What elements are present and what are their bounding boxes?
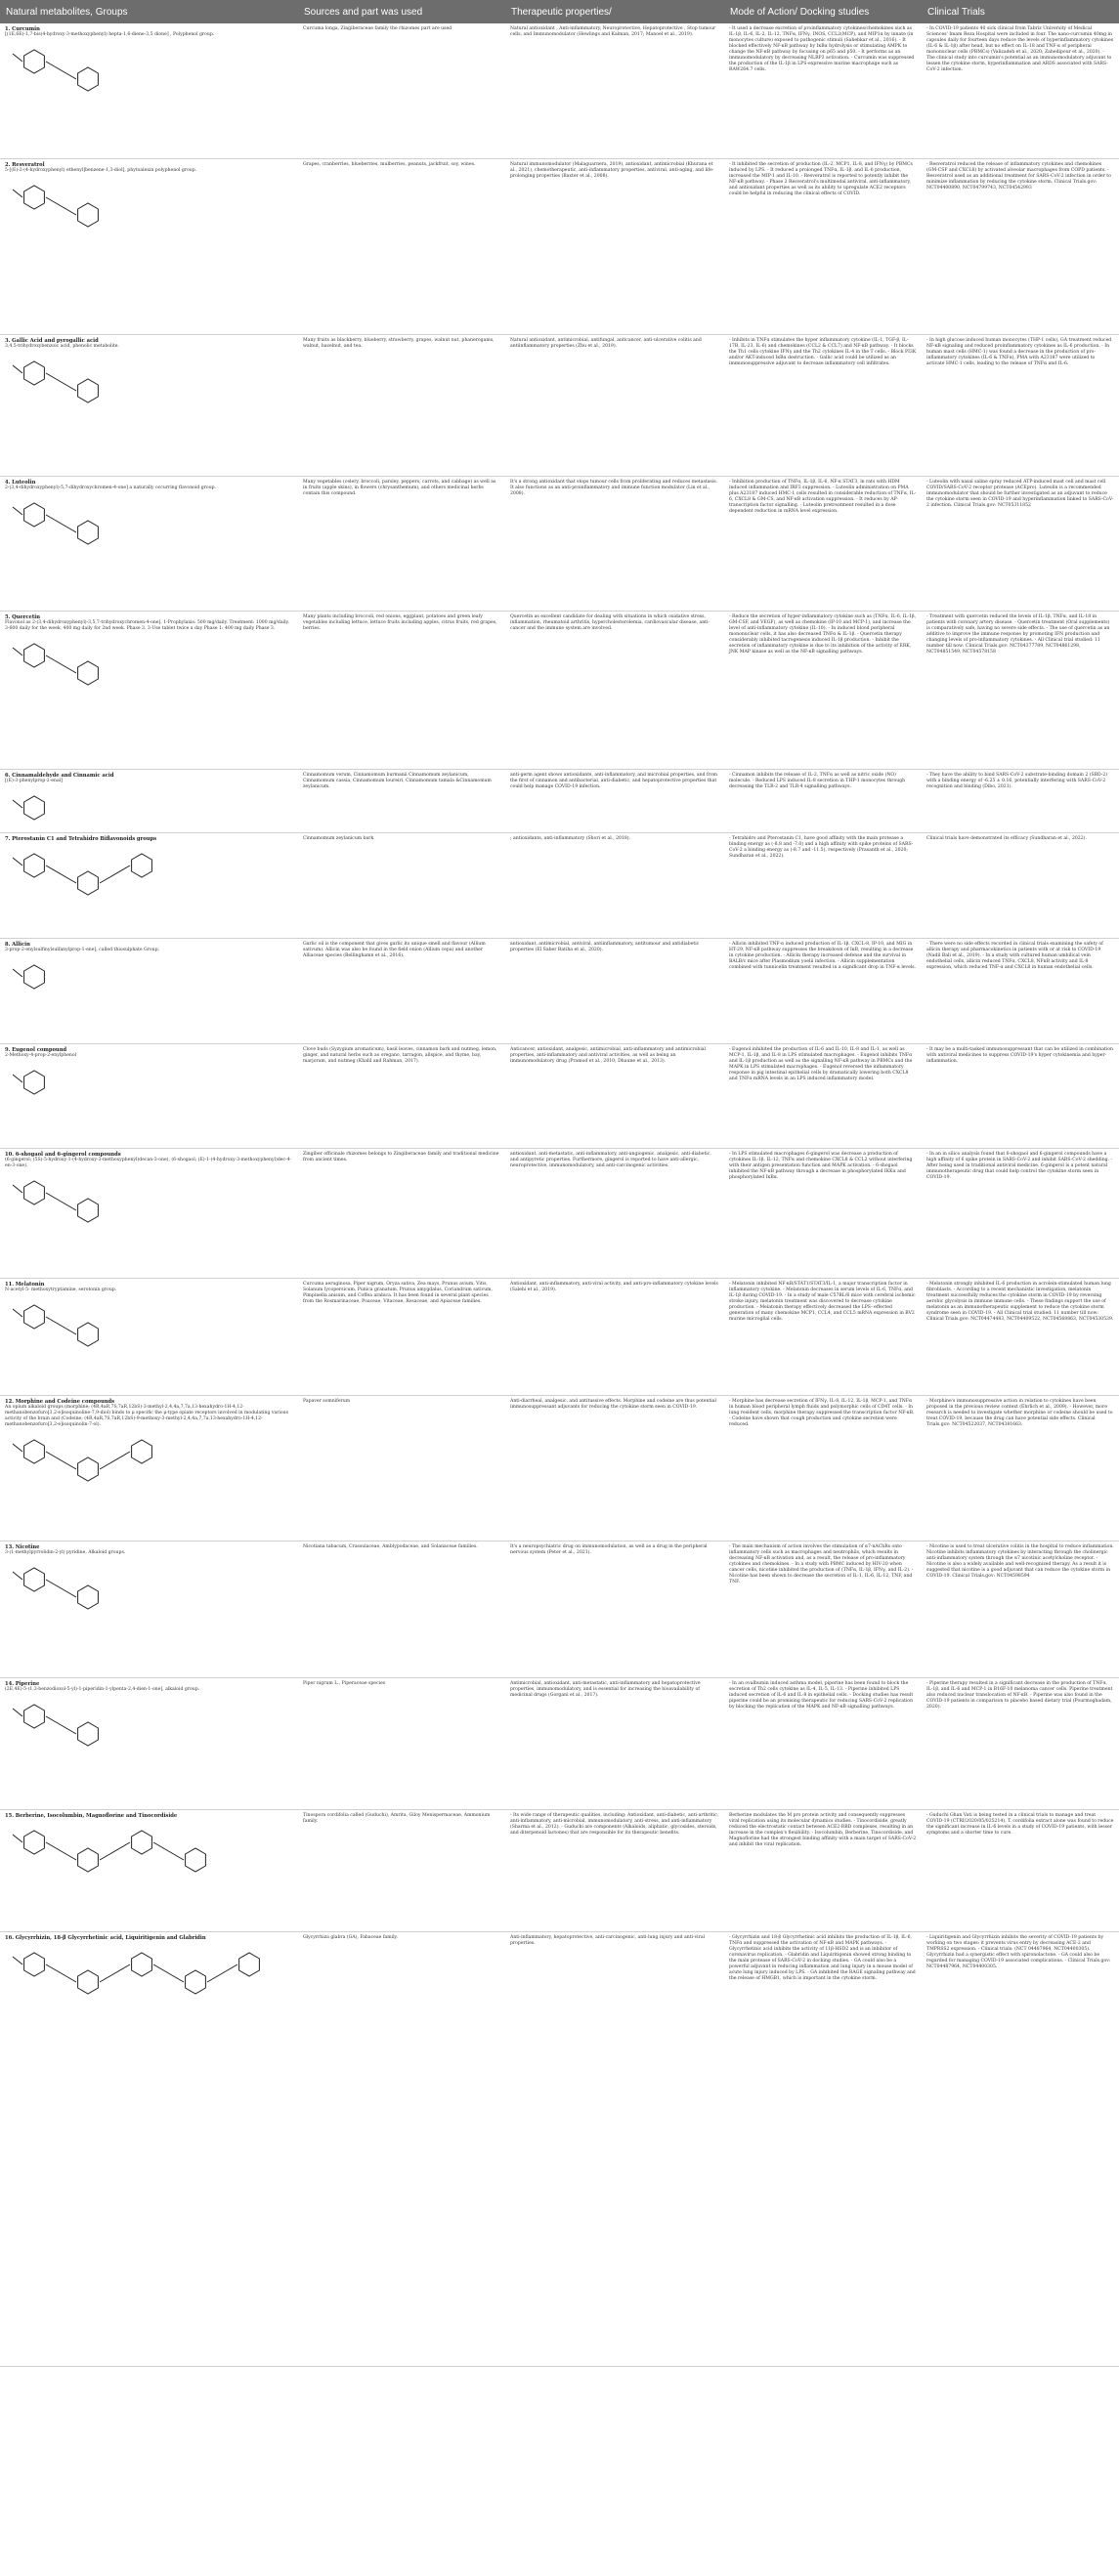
cell-sources: Many vegetables (celery, broccoli, parsley, peppers, carrots, and cabbage) as well as in fruits (apple skins), in flowers (chrysanthemum), and others medicinal herbs contain this compound.: [298, 476, 505, 611]
metabolite-name: Piperine: [15, 1680, 40, 1687]
cell-mode-of-action: - Inhibition production of TNFα, IL-1β, IL-6, NF-κ STAT3, in rats with HDM induced inflammation and IRF3 suppression. - Luteolin administration on PMA plus A23187 induced HMC-1 cells resulted in considerable reduction of TNFα, IL-6, CXCL8 & GM-CS, and NF-κB activation suppression. - It reduces by AP-transcription factor signalling. - Luteolin pretreatment resulted in a dose dependent reduction in mRNA level expression.: [724, 476, 922, 611]
table-row: [0, 1677, 1119, 1809]
chemical-structure-image: [5, 846, 293, 912]
metabolite-number: 15.: [5, 1812, 15, 1819]
cell-mode-of-action: - Inhibits in TNFα stimulates the hyper inflammatory cytokine (IL-1, TGF-β, IL-17B, IL-23, IL-6) and chemokines (CCL2 & CCL7) and NF-κB pathway. - It blocks the Th1 cells cytokine IFNγ and the Th2 cytokines IL-4 in the T cells. - Block PI3K and/or AKT-induced IκBα destruction. - Gallic acid could be utilized as an immunosuppressive adjuvant to decrease inflammatory cell infiltrates.: [724, 334, 922, 476]
cell-therapeutic: Anti-inflammatory, hepatoprotective, anti-carcinogenic, anti-lung injury and anti-viral properties.: [505, 1931, 724, 2366]
cell-sources: Garlic oil is the component that gives garlic its unique smell and flavour (Allium sativum). Allicin was also be found in the field onion (Allium cepa) and another Alliaceae species (Bellinghamn et al., 2016).: [298, 938, 505, 1043]
metabolite-name: 6-shogaol and 6-gingerol compounds: [15, 1151, 121, 1158]
metabolite-name: Eugenol compound: [12, 1046, 67, 1053]
table-row: [0, 769, 1119, 832]
cell-clinical-trials: - Resveratrol reduced the release of inflammatory cytokines and chemokines (GM-CSF and CXCL8) by activated alveolar macrophages from COPD patients. - Resveratrol used as an additional treatment for SARS-CoV-2 infection in order to minimize inflammation by reducing the cytokine storm. Clinical Trials.gov: NCT04400890, NCT04799743, NCT04542993: [922, 158, 1119, 334]
chemical-structure-image: [5, 1823, 293, 1906]
metabolite-number: 12.: [5, 1398, 15, 1405]
cell-metabolite: [0, 23, 298, 158]
cell-mode-of-action: - It used a decrease excretion of proinflammatory cytokines/chemokines such as IL-1β, IL-6, IL-2, IL-12, TNFα, IFNγ, INOS, CCL2(MCP), and MIP1α by innate (in monocytes culture) exposed to pathogenic stimuli (Sahebkar et al., 2016). - It blocked effectively NF-κB pathway by IκBα hydrolysis or stimulating AMPK to change the NF-κB pathway by focusing on p65 and p50. - It performs as an immunomodulatory by decreasing NLRP3 activation. - Curcumin was suppressed the production of the IL-1β in LPS-expressive murine macrophage such as RAW264.7 cells.: [724, 23, 922, 158]
chemical-structure-image: [5, 495, 293, 591]
cell-metabolite: [0, 611, 298, 769]
table-header: [0, 0, 1119, 23]
cell-mode-of-action: Berberine modulates the M pro protein activity and consequently suppresses viral replication using its molecular dynamics studies. - Tinocordiside, greatly reduced the electrostatic contact between ACE2-RBD complexes, resulting in an increase in the complex's flexibility. - Isocolumbin, Berberine, Tinocordiside, and Magnoflorine had the strongest binding affinity with a main target of SARS-CoV-2 and inhibit the viral replication.: [724, 1809, 922, 1931]
cell-metabolite: [0, 1043, 298, 1148]
cell-therapeutic: Antioxidant, anti-inflammatory, anti-viral activity, and anti-pro-inflammatory cytokine levels (Salehi et al., 2019).: [505, 1278, 724, 1395]
metabolite-formula: 3-(1-methylpyrrolidin-2-yl) pyridine, Alkaloid groups.: [5, 1549, 126, 1555]
metabolite-number: 8.: [5, 941, 11, 948]
cell-therapeutic: - Its wide range of therapeutic qualities, including: Antioxidant, anti-diabetic, anti-arthritic, anti-inflammatory, anti-microbial, immunomodulatory, anti-stress, and anti-inflammatory (Sharma et al., 2012). - Guduchi are components (Alkaloids, aliphatic, glycosides, steroids, and diterpenoid lactones) that are responsible for its therapeutic benefits.: [505, 1809, 724, 1931]
table-row: [0, 1809, 1119, 1931]
cell-mode-of-action: - Allicin inhibited TNF-α induced production of IL-1β, CXCL-8, IP-10, and MIG in HT-29, NF-κB pathway suppresses the breakdown of IκB, resulting in a decrease in cytokine production. - Allicin therapy increased defense and the survival in BALB/c mice after Plasmodium yoelii infection. - Allicin supplementation combined with tunnicelin treatment resulted in a significant drop in TNF-α levels.: [724, 938, 922, 1043]
table-row: [0, 938, 1119, 1043]
cell-mode-of-action: - Melatonin inhibited NF-κB/STAT1/STAT3/IL-1, a major transcription factor in inflammatory cytokine. - Melatonin decreases in serum levels of IL-6, TNFα, and IL-1β during COVID-19. - In a study of male C57BL/6 mice with cerebral ischemic stroke injury, melatonin treatment was discovered to decrease cytokine production. - Melatonin therapy effectively decreased the LPS- effected generation of many chemokine MCP1, CCL4, and CCL5 mRNA expression in BV2 murine microglial cells.: [724, 1278, 922, 1395]
cell-mode-of-action: - In an ovalbumin induced asthma model, piperine has been found to block the secretion of Th2 cells cytokine as IL-4, IL-5, IL-13. - Piperine inhibited LPS induced secretion of IL-6 and IL-8 in epithelial cells. - Docking studies has result piperine could be an promising therapeutic for reducing SARS-CoV-2 replication by blocking the replication of the MAPK and NF-κB signalling pathways.: [724, 1677, 922, 1809]
chemical-structure-image: [5, 354, 293, 456]
cell-sources: Cinnamomum zeylanicum bark: [298, 832, 505, 938]
cell-metabolite: [0, 158, 298, 334]
metabolite-number: 7.: [5, 835, 11, 842]
cell-clinical-trials: - Nicotine is used to treat ulcerative colitis in the hospital to reduce inflammation. Nicotine inhibits inflammatory cytokines by interacting through the cholinergic anti-inflammatory system through the α7 nicotinic acetylcholine receptor. - Nicotine is also a widely available and well-recognized therapy. As a result it is suggested that nicotine is a good adjuvant that can reduce the cytokine storm in COVID-19. Clinical Trials.gov: NCT04598594: [922, 1541, 1119, 1677]
table-row: [0, 1043, 1119, 1148]
table-row: [0, 334, 1119, 476]
chemical-structure-image: [5, 1173, 293, 1264]
metabolite-name: Curcumin: [12, 26, 40, 32]
cell-clinical-trials: - Piperine therapy resulted in a significant decrease in the production of TNFα, IL-1β, and IL-6 and MCP-1 in B16F-10 melanoma cancer cells. Piperine treatment also reduced nuclear translocation of NF-κB. - Piperine was also found in the COVID-19 patients in comparison to placebo based dietary trial (Pourmoghadam, 2020).: [922, 1677, 1119, 1809]
cell-metabolite: [0, 1677, 298, 1809]
cell-metabolite: [0, 769, 298, 832]
cell-clinical-trials: - There were no side effects recorded in clinical trials examining the safety of allicin therapy and pharmacokinetics in patients with or at risk to COVID-19 (Nadil Bali et al., 2019). - In a study with cultured human umbilical vein endothelial cells, allicin reduced TNFα, CXCL8, NFκB activity and IL-8 expression, which reduced TNF-α and CXCL8 in human endothelial cells.: [922, 938, 1119, 1043]
cell-sources: Many fruits as blackberry, blueberry, strawberry, grapes, walnut nut, phanerogams, walnut, hazelnut, and tea.: [298, 334, 505, 476]
table-row: [0, 158, 1119, 334]
metabolite-number: 9.: [5, 1046, 11, 1053]
cell-therapeutic: anti-germ agent shows antioxidants, anti-inflammatory, and microbial properties, and from the first of cinnamon and antibacterial, anti-diabetic, and hepatoprotective properties that could help manage COVID-19 infection.: [505, 769, 724, 832]
cell-mode-of-action: - Eugenol inhibited the production of IL-6 and IL-10, IL-8 and IL-1, as well as MCP-1, IL-1β, and IL-8 in LPS stimulated macrophages. - Eugenol inhibits TNFα and IL-1β production as well as the signalling NF-κB pathway in PBMCs and the MAPK in LPS stimulated macrophages. - Eugenol reversed the inflammatory response in pig intestinal epithelial cells by dramatically lowering both CXCL8 and TNFα mRNA levels in an LPS induced inflammatory model.: [724, 1043, 922, 1148]
header-mode-of-action: Mode of Action/ Docking studies: [724, 0, 922, 23]
chemical-structure-image: [5, 636, 293, 743]
chemical-structure-image: [5, 1063, 293, 1128]
cell-sources: Papaver somniferum: [298, 1395, 505, 1541]
metabolite-name: Resveratrol: [12, 161, 45, 168]
cell-clinical-trials: - They have the ability to bind SARS-CoV-2 substrate-binding domain 2 (SBD-2) with a binding energy of -6.25 ± 0.16, potentially interfering with SARS-CoV-2 recognition and binding (Dibo, 2021).: [922, 769, 1119, 832]
chemical-structure-image: [5, 788, 293, 827]
metabolite-name: Melatonin: [15, 1281, 45, 1288]
metabolite-name: Cinnamaldehyde and Cinnamic acid: [12, 772, 114, 779]
cell-therapeutic: It's a strong antioxidant that stops tumour cells from proliferating and reduces metastasis. It also functions as an anti-proinflammatory and immune function modulator (Lin et al., 2008).: [505, 476, 724, 611]
table-row: [0, 832, 1119, 938]
metabolite-name: Quercetin: [12, 613, 40, 620]
chemical-structure-image: [5, 1297, 293, 1375]
cell-therapeutic: Anticancer, antioxidant, analgesic, antimicrobial, anti-inflammatory and antimicrobial properties, anti-inflammatory and antiviral activities, as well as being an immunomodulatory drug (Pramod et al., 2010; Dhaune et al., 2013).: [505, 1043, 724, 1148]
metabolite-name: Nicotine: [15, 1543, 40, 1550]
metabolite-formula: 5-[(E)-2-(4-hydroxyphenyl) ethenyl]benzene-1,3-diol], phytoalexin polyphenol group.: [5, 167, 197, 173]
metabolite-number: 5.: [5, 613, 11, 620]
cell-clinical-trials: - Treatment with quercetin reduced the levels of IL-1β, TNFα, and IL-18 in patients with coronary artery disease. - Quercetin treatment (Oral supplements) is comparatively safe, having no severe side effects. - The use of quercetin as an additive to improve the immune response by promoting IFN production and changing levels of pro-inflammatory cytokines. - All Clinical trial studied: 11 number till now: Clinical Trials.gov: NCT04377789, NCT04861298, NCT04851549, NCT04578158: [922, 611, 1119, 769]
cell-metabolite: [0, 938, 298, 1043]
metabolite-formula: (6-gingerol; (5S)-5-hydroxy-1-(4-hydroxy-3-methoxyphenyl)decan-3-one), (6-shogaol; (E)-1-(4-hydroxy-3-methoxyphenyl)dec-4-en-3-one).: [5, 1157, 292, 1168]
metabolite-formula: 2-Methoxy-4-prop-2-enylphenol: [5, 1052, 77, 1058]
table-row: [0, 1148, 1119, 1278]
cell-therapeutic: Natural immunomodulator (Malaguarnera, 2019), antioxidant, antimicrobial (Khurana et al., 2021), chemotherapeutic, anti-inflammatory properties, antiviral, anti-aging, and life-prolonging properties (Baxter et al., 2008).: [505, 158, 724, 334]
cell-sources: Piper nigrum L., Piperaceae species: [298, 1677, 505, 1809]
chemical-structure-image: [5, 1560, 293, 1658]
metabolite-formula: [(E)-3-phenylprop-2-enal]: [5, 778, 63, 783]
cell-mode-of-action: - Glycyrrhizin and 18-β Glycyrrhetinic acid inhibits the production of IL-1β, IL-6, TNFα and suppressed the activation of NF-κB and MAPK pathways. - Glycyrrhetinic acid inhibits the activity of 11β-HSD2 and is an inhibitor of coronavirus replication. - Glabridin and Liquiritigenin showed strong binding to the main protease of SARS-CoV-2 in docking studies. - GA could also be a powerful adjuvant in reducing inflammation and lung injury in a mouse model of acute lung injury induced by LPS. - GA inhibited the RAGE signaling pathway and the release of HMGB1, which is important in the cytokine storm.: [724, 1931, 922, 2366]
cell-metabolite: [0, 1541, 298, 1677]
metabolite-number: 6.: [5, 772, 11, 779]
cell-sources: Clove buds (Syzygium aromaticum), basil leaves, cinnamon bark and nutmeg, lemon, ginger, and natural herbs such as oregano, tarragon, allspice, and thyme, bay, marjoram, and nutmeg (Khalil and Rahman, 2017).: [298, 1043, 505, 1148]
cell-sources: Cinnamomum verum, Cinnamomum burmanii Cinnamomum zeylanicum, Cinnamomum cassia, Cinnamomum loureiri, Cinnamomum tamala &Cinnamomum zeylanicum.: [298, 769, 505, 832]
metabolite-number: 10.: [5, 1151, 15, 1158]
metabolite-name: Glycyrrhizin, 18-β Glycyrrhetinic acid, Liquiritigenin and Glabridin: [15, 1934, 206, 1941]
cell-mode-of-action: - Morphine has decrease secretion of IFNγ, IL-8, IL-12, IL-1β, MCP-1, and TNFα in human blood peripheral lymph fluids and polymorphic cells of CD4T cells. - In lung resident cells, morphine therapy suppressed the transcription factor NF-κB. - Codeine have shown that cough production and cytokine secretion were reduced.: [724, 1395, 922, 1541]
metabolite-number: 2.: [5, 161, 11, 168]
cell-metabolite: [0, 1809, 298, 1931]
cell-therapeutic: Anti-diarrheal, analgesic, and antitussive effects. Morphine and codeine are thus potential immunosuppressant adjuvants for reducing the cytokine storm seen in COVID-19.: [505, 1395, 724, 1541]
header-metabolites: Natural metabolites, Groups: [0, 0, 298, 23]
cell-mode-of-action: - Cinnamon inhibits the release of IL-2, TNFα as well as nitric oxide (NO) molecule. - Reduced LPS induced IL-8 secretion in THP-1 monocytes through decreasing the TLR-2 and TLR-4 signalling pathways.: [724, 769, 922, 832]
cell-metabolite: [0, 1931, 298, 2366]
cell-metabolite: [0, 1278, 298, 1395]
cell-sources: Nicotiana tabacum, Crassulaceae, Amblypodaceae, and Solanaceae families.: [298, 1541, 505, 1677]
header-clinical-trials: Clinical Trials: [922, 0, 1119, 23]
chemical-structure-image: [5, 1697, 293, 1790]
cell-mode-of-action: - Tetrahidro and Pterostanin C1, have good affinity with the main protease a binding energy as (-8.8 and -7.0) and a high affinity with spike proteins of SARS-CoV-2 a binding energy as (-8.7 and -11.5), respectively (Prasanth et al., 2020; Sundharan et al., 2022).: [724, 832, 922, 938]
cell-clinical-trials: - In an in silico analysis found that 6-shogaol and 6-gingerol compounds have a high affinity of 6 spike protein in SARS-CoV-2 and inhibit SARS-CoV-2 shedding. - After being used in traditional antiviral medicine, 6-gingerol is a potent natural immunotherapeutic drug that could help control the cytokine storm seen in COVID-19.: [922, 1148, 1119, 1278]
metabolite-formula: Flavonol as 2-(3,4-dihydroxyphenyl)-3,5,7-trihydroxychromen-4-one]. 1-Prophylaxis: 500 mg/daily. Treatment: 1000 mg/daily. 3-600 daily for the week, 400 mg daily for 2nd week. Phase 3. 3-Use tablet twice a day Phase 1: 400 mg daily Phase 3.: [5, 619, 289, 631]
cell-mode-of-action: - Reduce the secretion of hyper-inflammatory cytokine such as (TNFα, IL-6, IL-1β, GM-CSF, and VEGF), as well as chemokine (IP-10 and MCP-1), and increase the level of anti-inflammatory cytokine (IL-10). - In induced blood peripheral mononuclear cells, it has also decreased TNFα & IL-1β. - Quercetin therapy considerably inhibited tacrogenesis induced IL-1β production. - Inhibit the secretion of inflammatory cytokine is due to its inhibition of the activity of ERK, JNK MAP kinase as well as the NF-κB signalling pathways.: [724, 611, 922, 769]
cell-mode-of-action: - In LPS stimulated macrophages 6-gingerol was decrease a production of cytokines IL-1β, IL-12, TNFα and chemokine CXCL8 & CCL2 without interfering with their antigen presentation function and MAPK activation. - 6-shogaol inhibited the NF-κB pathway through a decrease in phosphorylated IKKα and phosphorylated IκBα.: [724, 1148, 922, 1278]
metabolite-title: [5, 1935, 293, 1941]
cell-clinical-trials: - It may be a multi-tasked immunosuppressant that can be utilized in combination with antiviral medicines to suppress COVID-19's hyper cytokinemia and hyper-inflammation.: [922, 1043, 1119, 1148]
chemical-structure-image: [5, 1432, 293, 1539]
cell-sources: Curcuma longa, Zingiberaceae family the rhizomes part are used: [298, 23, 505, 158]
cell-therapeutic: It's a neuropsychiatric drug on immunomodulation, as well as a drug in the peripheral nervous system (Peter et al., 2021).: [505, 1541, 724, 1677]
metabolite-title: [5, 836, 293, 842]
metabolite-formula: (2E,4E)-5-(1,3-benzodioxol-5-yl)-1-piperidin-1-ylpenta-2,4-dien-1-one], alkaloid group.: [5, 1686, 200, 1692]
metabolite-name: Luteolin: [12, 479, 36, 486]
table-row: [0, 1931, 1119, 2366]
chemical-structure-image: [5, 1945, 293, 2052]
cell-metabolite: [0, 476, 298, 611]
metabolite-formula: An opium alkaloid groups (morphine; (4R,4aR,7S,7aR,12bS)-3-methyl-2,4,4a,7,7a,13-hexahydro-1H-4,12-methanobenzofuro[3,2-e]isoquinoline-7,9-diol) binds to μ specific the μ-type opiate receptors involved in modulating various activity of the brain and (Codeine; (4R,4aR,7S,7aR,12bS)-9-methoxy-3-methyl-2,4,4a,7,7a,13-hexahydro-1H-4,12-methanobenzofuro[3,2-e]isoquinolin-7-ol).: [5, 1404, 288, 1427]
header-sources: Sources and part was used: [298, 0, 505, 23]
metabolite-name: Gallic Acid and pyrogallic acid: [12, 337, 99, 344]
cell-therapeutic: Antimicrobial, antioxidant, anti-metastatic, anti-inflammatory and hepatoprotective properties, immunomodulatory, and is essential for increasing the bioavailability of medicinal drugs (Gorgani et al., 2017).: [505, 1677, 724, 1809]
metabolite-number: 4.: [5, 479, 11, 486]
cell-mode-of-action: - It inhibited the secretion of production (IL-2, MCP1, IL-8, and IFNγ) by PBMCs induced by LPS. - It reduced a prolonged TNFα, IL-1β, and IL-6 production, increased the MIP-1 and IL-10. - Resveratrol is reported to potently inhibit the NF-κB pathway. - Phase 2 Resveratrol's multimodal antiviral, anti-inflammatory, and antioxidant properties as well as its ability to upregulate ACE2 receptors could be helpful in reducing the clinical effects of COVID.: [724, 158, 922, 334]
metabolite-number: 1.: [5, 26, 11, 32]
cell-metabolite: [0, 1395, 298, 1541]
cell-metabolite: [0, 832, 298, 938]
metabolite-formula: [(1E,6E)-1,7-bis(4-hydroxy-3-methoxyphenyl) hepta-1,6-diene-3,5 dione] , Polyphenol group.: [5, 32, 215, 38]
metabolite-number: 16.: [5, 1934, 15, 1941]
cell-clinical-trials: - Morphine's immunosuppressive action in relation to cytokines have been proposed in the previous review context (Ehrlich et al., 2009). - However, more research is needed to investigate whether morphine or codeine should be used to treat COVID-19, because the drug can have potential side effects. Clinical Trials.gov: NCT04522037, NCT04381663.: [922, 1395, 1119, 1541]
metabolite-number: 11.: [5, 1281, 15, 1288]
table-row: [0, 1278, 1119, 1395]
metabolite-number: 13.: [5, 1543, 15, 1550]
metabolite-title: [5, 1813, 293, 1819]
cell-clinical-trials: - In COVID-19 patients 40 sick clinical from Tabriz University of Medical Sciences' Imam Reza Hospital were included in four. The nano-curcumin 40mg in capsules daily for fourteen days reduce the levels of hyperinflammatory cytokines (IL-6 & IL-1β) after head, but no effect on IL-18 and TNF-α of peripheral mononuclear cells (PBMCs) (Valizadeh et al., 2020; Zahedipour et al., 2020). - The clinical study into curcumin's potential as an immunomodulatory adjuvant to lessen the cytokine storm, hyperinflammation and ARDS associated with SARS-CoV-2 infection.: [922, 23, 1119, 158]
chemical-structure-image: [5, 42, 293, 138]
metabolite-number: 3.: [5, 337, 11, 344]
cell-sources: Grapes, cranberries, blueberries, mulberries, peanuts, jackfruit, soy, wines.: [298, 158, 505, 334]
cell-sources: Glycyrrhiza glabra (GA), Fabaceae family.: [298, 1931, 505, 2366]
table-row: [0, 1395, 1119, 1541]
cell-sources: Zingiber officinale rhizomes belongs to Zingiberaceae family and traditional medicine from ancient times.: [298, 1148, 505, 1278]
cell-clinical-trials: - In high glucose induced human monocytes (THP-1 cells), GA treatment reduced NF-κB signaling and reduced proinflammatory cytokines as IL-6 production. - In human mast cells (HMC-1) was found a decrease in the production of pro-inflammatory cytokines (IL-6 & TNFα), PMA with A23187 were utilized to activate HMC-1 cells, leading to the release of TNFα and IL-6.: [922, 334, 1119, 476]
cell-sources: Tinospora cordifolia called (Guduchi), Amrita, Giloy Menispermaceae, Ammonium family.: [298, 1809, 505, 1931]
cell-therapeutic: ; antioxidants, anti-inflammatory (Shori et al., 2018).: [505, 832, 724, 938]
table-row: [0, 476, 1119, 611]
cell-therapeutic: antioxidant, anti-metastatic, anti-inflammatory, anti-angiogenic, analgesic, anti-diabetic, and antipyretic properties. Furthermore, gingerol is reported to have anti-allergic, neuroprotective, immunomodulatory, and anti-carcinogenic activities.: [505, 1148, 724, 1278]
metabolite-name: Berberine, Isocolumbin, Magnoflorine and Tinocordiside: [15, 1812, 178, 1819]
metabolite-formula: 3-prop-2-enylsulfinylsulfanylprop-1-ene], called thiosulphate Group.: [5, 947, 160, 952]
table-row: [0, 611, 1119, 769]
cell-clinical-trials: - Guduchi Ghan Vati is being tested in a clinical trials to manage and treat COVID-19 (CTRI/2020/05/025214). T. cordifolia extract alone was found to reduce the significant increase in IL-6 levels in a study of COVID-19 patients, with lesser symptoms and a shorter time to cure.: [922, 1809, 1119, 1931]
metabolite-number: 14.: [5, 1680, 15, 1687]
metabolite-formula: N-acetyl-5- methoxytryptamine, serotonin group.: [5, 1287, 117, 1292]
header-therapeutic: Therapeutic properties/: [505, 0, 724, 23]
cell-sources: Many plants including broccoli, red onions, eggplant, potatoes and green leafy vegetables including lettuce, lettuce fruits including apples, citrus fruits, red grapes, berries.: [298, 611, 505, 769]
chemical-structure-image: [5, 178, 293, 285]
cell-sources: Curcuma aeruginosa, Piper nigrum, Oryza sativa, Zea mays, Prunus avium, Vitis, Solanum lycopersicum, Punica granatum, Prunus amygdalus, Coriandrum sativum, Pimpinella anisum, and Coffea arabica. It has been found in several plant species from the Rosmarinaceae, Poaceae, Vitaceae, Rosaceae, and Apiaceae families.: [298, 1278, 505, 1395]
cell-therapeutic: antioxidant, antimicrobial, antiviral, antiinflammatory, antitumour and antidiabetic properties (El Saber Batiha et al., 2020).: [505, 938, 724, 1043]
table-row: [0, 23, 1119, 158]
cell-therapeutic: Natural antioxidant, antimicrobial, antifungal, anticancer, anti-ulcerative colitis and antiinflammatory properties (Zhu et al., 2019).: [505, 334, 724, 476]
table-row: [0, 1541, 1119, 1677]
cell-therapeutic: Quercetin as excellent candidate for dealing with situations in which oxidative stress, inflammation, rheumatoid arthritis, hypercholesterolemia, cardiovascular disease, anti-cancer and the immune system are involved.: [505, 611, 724, 769]
table-body: [0, 23, 1119, 2366]
chemical-structure-image: [5, 957, 293, 1024]
cell-therapeutic: Natural antioxidant , Anti-inflammatory, Neuroprotective, Hepatoprotective , Stop tumour cells, and Immunomodulator (Hewlings and Kalman, 2017; Manoel et al., 2019).: [505, 23, 724, 158]
metabolite-name: Pterostanin C1 and Tetrahidro Biflavonoids groups: [12, 835, 157, 842]
metabolite-formula: 2-(3,4-dihydroxyphenyl)-5,7-dihydroxychromen-4-one] a naturally occurring flavonoid group.: [5, 485, 217, 490]
cell-metabolite: [0, 1148, 298, 1278]
cell-clinical-trials: - Luteolin with nasal saline spray reduced ATP-induced mast cell and mast cell COVID/SARS-CoV-2 receptor protease (ACEpro). Luteolin is a recommended immunomodulator that should be further investigated as an adjuvant to reduce the cytokine storm seen in COVID-19 and hyperinflammation linked to SARS-CoV-2 infection. Clinical Trials.gov: NCT05311852: [922, 476, 1119, 611]
metabolite-name: Allicin: [12, 941, 30, 948]
cell-mode-of-action: - The main mechanism of action involves the stimulation of α7-nAChRs onto inflammatory cells such as macrophages and neutrophils, which results in decreasing NF-κB activation and, as a result, the release of pro-inflammatory cytokines and chemokines. - In a study with PBMC induced by HIV-20 when cancer cells, nicotine inhibited the production of (TNFα, IL-1β, IFNγ, and IL-2). - Nicotine has been shown to decrease the secretion of IL-1, IL-6, IL-12, TNF, and TNF.: [724, 1541, 922, 1677]
cell-metabolite: [0, 334, 298, 476]
cell-clinical-trials: - Melatonin strongly inhibited IL-6 production in acrolein-stimulated human lung fibroblasts. - According to a recent mechanistic investigation, melatonin treatment successfully reduces the cytokine storm in COVID-19 by reversing aerobic glycolysis in immune immune cells. - These findings support the use of melatonin as an immunotherapeutic supplement to reduce the cytokine storm syndrome seen in COVID-19. - All Clinical trial studied: 11 number till now: Clinical Trials.gov: NCT04474483, NCT04409522, NCT04568863, NCT04530539.: [922, 1278, 1119, 1395]
metabolite-formula: 3,4,5-trihydroxybenzoic acid, phenolic metabolite.: [5, 343, 119, 349]
cell-clinical-trials: Clinical trials have demonstrated its efficacy (Sundharan et al., 2022).: [922, 832, 1119, 938]
metabolite-name: Morphine and Codeine compounds: [15, 1398, 115, 1405]
cell-clinical-trials: - Liquiritigenin and Glycyrrhizin inhibits the severity of COVID-19 patients by working on two stages: it prevents virus entry by decreasing ACE-2 and TMPRSS2 expression. - Clinical trials: (NCT 04487964, NCT04400305). Glycyrrhizin had a synergistic effect with spironolactone. - GA could also be regarded for managing COVID-19 associated complications. - Clinical Trials.gov: NCT04487964, NCT04400305.: [922, 1931, 1119, 2366]
